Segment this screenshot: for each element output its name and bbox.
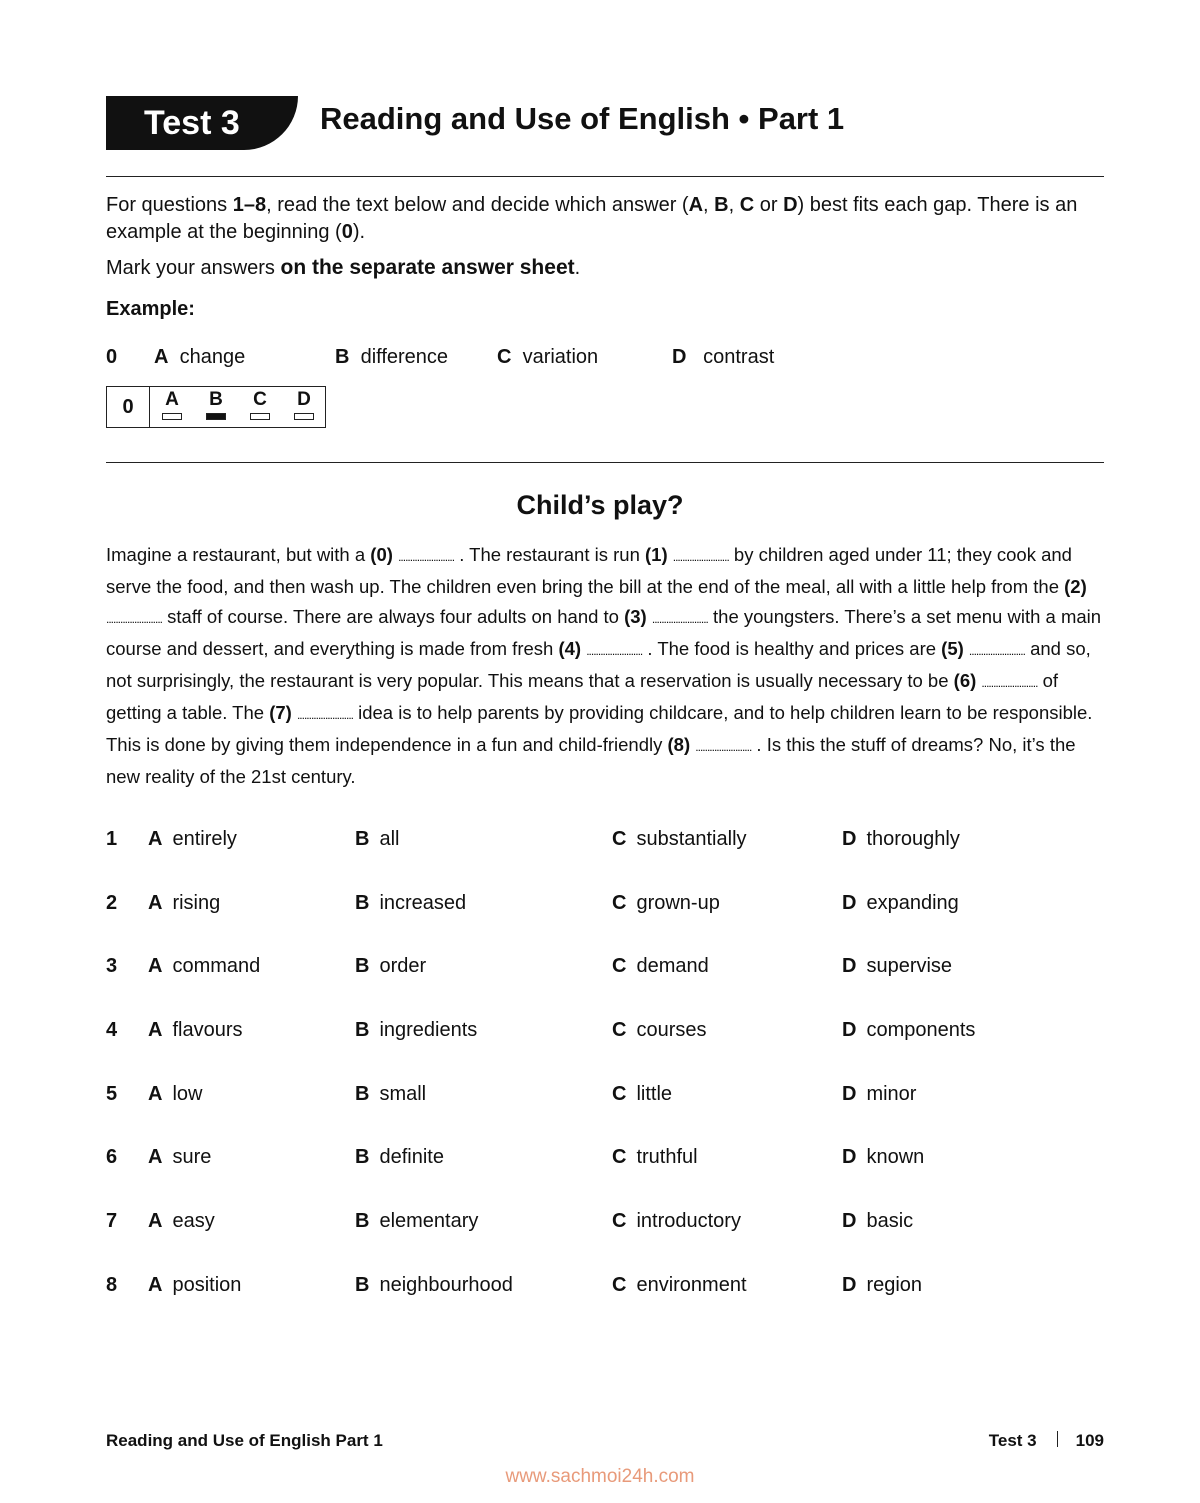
option-word: entirely [172, 828, 237, 850]
answer-bubble-d [294, 413, 314, 420]
question-option-c [612, 955, 709, 978]
watermark: www.sachmoi24h.com [505, 1466, 695, 1487]
question-option-b [355, 1019, 477, 1042]
option-letter: A [148, 1210, 163, 1232]
option-letter: C [612, 955, 627, 977]
answer-box-number: 0 [107, 387, 150, 427]
option-letter: B [355, 1210, 370, 1232]
mark-instruction: Mark your answers on the separate answer sheet. [106, 256, 581, 279]
question-option-c [612, 1210, 741, 1233]
question-option-d [842, 1083, 916, 1106]
example-label: Example: [106, 298, 195, 320]
option-letter: C [612, 1019, 627, 1041]
footer-separator [1057, 1431, 1058, 1447]
answer-bubble-c [250, 413, 270, 420]
option-word: demand [636, 955, 709, 977]
answer-bubble-b-selected [206, 413, 226, 420]
option-letter: A [148, 1146, 163, 1168]
question-option-b [355, 828, 399, 851]
question-option-a [148, 955, 260, 978]
question-option-b [355, 892, 466, 915]
option-word: command [172, 955, 261, 977]
option-letter: A [148, 1019, 163, 1041]
question-option-c [612, 1083, 672, 1106]
answer-option-d: D [293, 389, 315, 420]
option-word: courses [636, 1019, 707, 1041]
option-letter: C [612, 1083, 627, 1105]
option-letter: D [842, 1083, 857, 1105]
question-number: 4 [106, 1019, 118, 1041]
question-option-b [355, 1274, 513, 1297]
answer-option-b: B [205, 389, 227, 420]
option-letter: D [842, 828, 857, 850]
question-option-c [612, 1019, 706, 1042]
question-option-d [842, 1274, 922, 1297]
question-number: 7 [106, 1210, 118, 1232]
question-row [106, 828, 1106, 858]
option-letter: D [842, 892, 857, 914]
option-letter: A [148, 892, 163, 914]
question-option-a [148, 1083, 202, 1106]
option-word: neighbourhood [379, 1274, 513, 1296]
question-option-d [842, 1210, 913, 1233]
option-letter: B [355, 892, 370, 914]
example-options [106, 346, 906, 374]
question-option-a [148, 1210, 215, 1233]
question-number: 1 [106, 828, 118, 850]
example-option-d: D contrast [672, 346, 775, 368]
story-passage: Imagine a restaurant, but with a (0) ........................ . The restaurant is run (1) ........................ by children aged under 11; they cook and serve the food, and then wash up. The children even bring the bill at the end of the meal, all with a little help from the (2) ........................ staff of course. There are always four adults on hand to (3) ........................ the youngsters. There’s a set menu with a main course and dessert, and everything is made from fresh (4) ........................ . The food is healthy and prices are (5) ........................ and so, not surprisingly, the restaurant is very popular. This means that a reservation is usually necessary to be (6) ........................ of getting a table. The (7) ........................ idea is to help parents by providing childcare, and to help children learn to be responsible. This is done by giving them independence in a fun and child-friendly (8) ........................ . Is this the stuff of dreams? No, it’s the new reality of the 21st century. [106, 544, 1102, 787]
question-row [106, 955, 1106, 985]
option-word: easy [172, 1210, 215, 1232]
option-letter: B [355, 1083, 370, 1105]
option-letter: C [612, 828, 627, 850]
option-word: low [172, 1083, 203, 1105]
option-letter: B [355, 828, 370, 850]
story-title: Child’s play? [516, 490, 684, 520]
question-number: 6 [106, 1146, 118, 1168]
option-word: region [866, 1274, 923, 1296]
option-letter: A [148, 1274, 163, 1296]
option-letter: D [842, 1019, 857, 1041]
option-letter: B [355, 955, 370, 977]
footer-page-info [989, 1431, 1104, 1451]
question-row [106, 1019, 1106, 1049]
answer-option-a: A [161, 389, 183, 420]
option-letter: D [842, 1210, 857, 1232]
option-word: ingredients [379, 1019, 478, 1041]
question-row [106, 1274, 1106, 1304]
option-letter: B [355, 1019, 370, 1041]
option-word: sure [172, 1146, 212, 1168]
answer-bubble-a [162, 413, 182, 420]
question-number: 2 [106, 892, 118, 914]
option-word: elementary [379, 1210, 479, 1232]
question-option-c [612, 1274, 747, 1297]
option-word: expanding [866, 892, 959, 914]
option-letter: C [612, 1146, 627, 1168]
page-number: 109 [1075, 1431, 1104, 1450]
option-word: little [636, 1083, 673, 1105]
test-label: Test 3 [144, 104, 240, 142]
question-option-a [148, 892, 220, 915]
option-word: thoroughly [866, 828, 960, 850]
divider-top [106, 176, 1104, 177]
option-word: position [172, 1274, 242, 1296]
option-word: components [866, 1019, 976, 1041]
question-row [106, 1083, 1106, 1113]
question-number: 3 [106, 955, 118, 977]
option-word: small [379, 1083, 427, 1105]
option-word: substantially [636, 828, 747, 850]
question-option-b [355, 955, 426, 978]
option-word: definite [379, 1146, 444, 1168]
example-number: 0 [106, 346, 118, 368]
question-option-a [148, 828, 237, 851]
question-row [106, 1210, 1106, 1240]
question-option-a [148, 1146, 211, 1169]
footer-section: Reading and Use of English Part 1 [106, 1431, 383, 1450]
option-letter: D [842, 1274, 857, 1296]
option-word: increased [379, 892, 467, 914]
question-option-b [355, 1083, 426, 1106]
option-word: flavours [172, 1019, 243, 1041]
option-word: all [379, 828, 400, 850]
option-letter: C [612, 892, 627, 914]
page-header [106, 96, 1106, 150]
example-option-c: C variation [497, 346, 599, 368]
option-word: basic [866, 1210, 914, 1232]
question-option-d [842, 955, 952, 978]
question-number: 5 [106, 1083, 118, 1105]
option-word: order [379, 955, 427, 977]
option-word: known [866, 1146, 925, 1168]
question-option-c [612, 892, 720, 915]
question-option-a [148, 1019, 242, 1042]
option-letter: A [148, 1083, 163, 1105]
question-option-d [842, 892, 959, 915]
option-letter: A [148, 828, 163, 850]
instructions: For questions 1–8, read the text below and decide which answer (A, B, C or D) best fits each gap. There is an example at the beginning (0). [106, 194, 1078, 243]
answer-option-c: C [249, 389, 271, 420]
option-letter: B [355, 1146, 370, 1168]
question-option-d [842, 828, 960, 851]
option-word: minor [866, 1083, 917, 1105]
question-row [106, 1146, 1106, 1176]
option-letter: D [842, 1146, 857, 1168]
footer-test: Test 3 [988, 1431, 1037, 1450]
example-option-a: A change [154, 346, 246, 368]
option-word: introductory [636, 1210, 741, 1232]
question-option-c [612, 828, 747, 851]
option-word: supervise [866, 955, 953, 977]
option-letter: D [842, 955, 857, 977]
option-word: truthful [636, 1146, 698, 1168]
question-option-a [148, 1274, 241, 1297]
question-option-d [842, 1146, 924, 1169]
option-word: rising [172, 892, 221, 914]
example-option-b: B difference [335, 346, 449, 368]
option-letter: B [355, 1274, 370, 1296]
option-word: environment [636, 1274, 747, 1296]
question-number: 8 [106, 1274, 118, 1296]
question-row [106, 892, 1106, 922]
section-title: Reading and Use of English • Part 1 [320, 101, 845, 136]
divider-middle [106, 462, 1104, 463]
question-option-b [355, 1210, 478, 1233]
option-letter: C [612, 1274, 627, 1296]
question-option-d [842, 1019, 975, 1042]
option-letter: C [612, 1210, 627, 1232]
option-word: grown-up [636, 892, 720, 914]
question-option-b [355, 1146, 444, 1169]
question-option-c [612, 1146, 698, 1169]
example-answer-box [106, 386, 326, 428]
option-letter: A [148, 955, 163, 977]
